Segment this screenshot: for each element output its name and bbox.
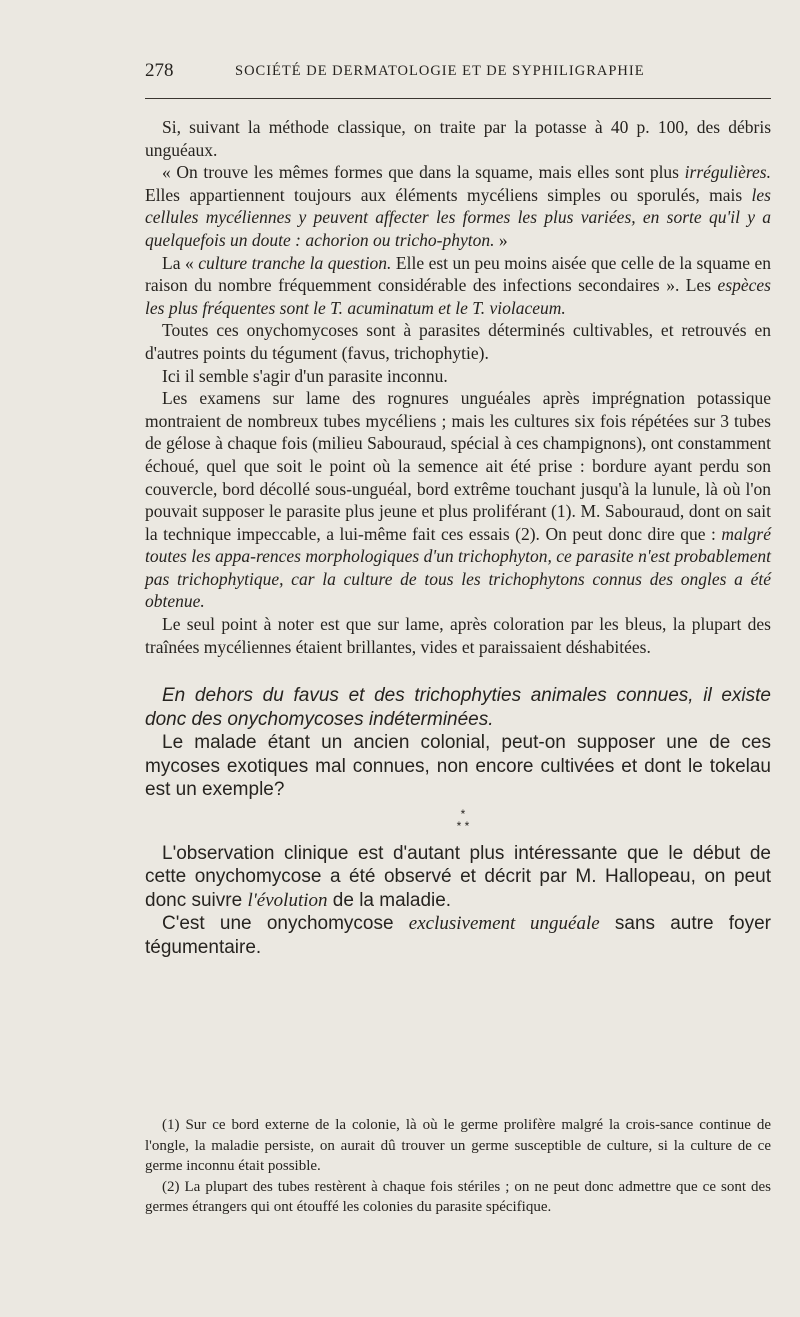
footnote-1: (1) Sur ce bord externe de la colonie, là où le germe prolifère malgré la crois-sance continue de l'ongle, la maladie persiste, on aurait dû trouver un germe susceptible de culture, si la culture de ce germe inconnu était possible. xyxy=(145,1117,771,1174)
text-run: Elles appartiennent toujours aux éléments mycéliens simples ou sporulés, mais xyxy=(145,184,752,205)
paragraph xyxy=(145,842,771,913)
footnotes xyxy=(145,1115,771,1218)
paragraph xyxy=(145,912,771,959)
footnote-2: (2) La plupart des tubes restèrent à chaque fois stériles ; on ne peut donc admettre que ce sont des germes étrangers qui ont étouffé les colonies du parasite spécifique. xyxy=(145,1178,771,1215)
sans-section xyxy=(145,684,771,959)
text-run: L'observation clinique est d'autant plus intéressante que le début de cette onychomycose a été observé et décrit par M. Hallopeau, on peut donc suivre xyxy=(145,842,771,911)
paragraph xyxy=(145,387,771,613)
italic-text: exclusivement unguéale xyxy=(408,913,600,935)
text-run: « On trouve les mêmes formes que dans la squame, mais elles sont plus xyxy=(162,162,685,183)
asterism-top: * xyxy=(460,806,466,821)
paragraph xyxy=(145,161,771,251)
running-title: SOCIÉTÉ DE DERMATOLOGIE ET DE SYPHILIGRAPHIE xyxy=(235,63,645,79)
italic-text: l'évolution xyxy=(247,889,328,911)
italic-text: malgré toutes les appa-rences morphologiques d'un trichophyton, ce parasite n'est probablement pas trichophytique, car la culture de tous les trichophytons connus des ongles a été obtenue. xyxy=(145,523,771,612)
paragraph: Si, suivant la méthode classique, on traite par la potasse à 40 p. 100, des débris unguéaux. xyxy=(145,117,771,160)
page-header xyxy=(145,60,771,90)
text-run: » xyxy=(494,229,508,250)
header-rule xyxy=(145,98,771,99)
text-run: La « xyxy=(162,252,199,273)
paragraph: Le malade étant un ancien colonial, peut-on supposer une de ces mycoses exotiques mal connues, non encore cultivées et dont le tokelau est un exemple? xyxy=(145,732,771,801)
italic-text: culture tranche la question. xyxy=(198,252,392,273)
italic-lead: En dehors du favus et des trichophyties animales connues, il existe donc des onychomycoses indéterminées. xyxy=(145,685,771,730)
italic-text: les cellules mycéliennes y peuvent affecter les formes les plus variées, en sorte qu'il y a quelquefois un doute : achorion ou tricho-phyton. xyxy=(145,184,771,250)
text-run: Elle est un peu moins aisée que celle de la squame en raison du nombre fréquemment considérable des infections secondaires ». Les xyxy=(145,252,772,296)
main-text xyxy=(145,116,771,959)
text-run: de la maladie. xyxy=(327,889,452,911)
asterism-bottom: * * xyxy=(456,818,470,833)
text-run: Les examens sur lame des rognures unguéales après imprégnation potassique montraient de nombreux tubes mycéliens ; mais les cultures six fois répétées sur 3 tubes de gélose à chaque fois (milieu Sabouraud, spécial à ces champignons), ont constamment échoué, quel que soit le point où la semence ait été prise : bordure ayant perdu son couvercle, bord décollé sous-unguéal, bord extrême touchant jusqu'à la lunule, là où l'on pouvait supposer le parasite plus jeune et plus proliférant (1). M. Sabouraud, dont on sait la technique impeccable, a lui-même fait ces essais (2). On peut donc dire que : xyxy=(145,388,771,544)
text-run: sans autre foyer tégumentaire. xyxy=(145,913,771,958)
paragraph: Toutes ces onychomycoses sont à parasites déterminés cultivables, et retrouvés en d'autres points du tégument (favus, trichophytie). xyxy=(145,320,771,363)
paragraph xyxy=(145,252,771,320)
page-number: 278 xyxy=(145,60,174,81)
italic-text: irrégulières. xyxy=(684,162,771,183)
paragraph: Ici il semble s'agir d'un parasite inconnu. xyxy=(162,365,448,386)
paragraph: Le seul point à noter est que sur lame, après coloration par les bleus, la plupart des traînées mycéliennes étaient brillantes, vides et paraissaient déshabitées. xyxy=(145,614,771,657)
section-gap xyxy=(145,658,771,684)
italic-text: espèces les plus fréquentes sont le T. acuminatum et le T. violaceum. xyxy=(145,275,771,318)
asterism xyxy=(145,808,771,832)
text-run: C'est une onychomycose xyxy=(162,913,409,935)
